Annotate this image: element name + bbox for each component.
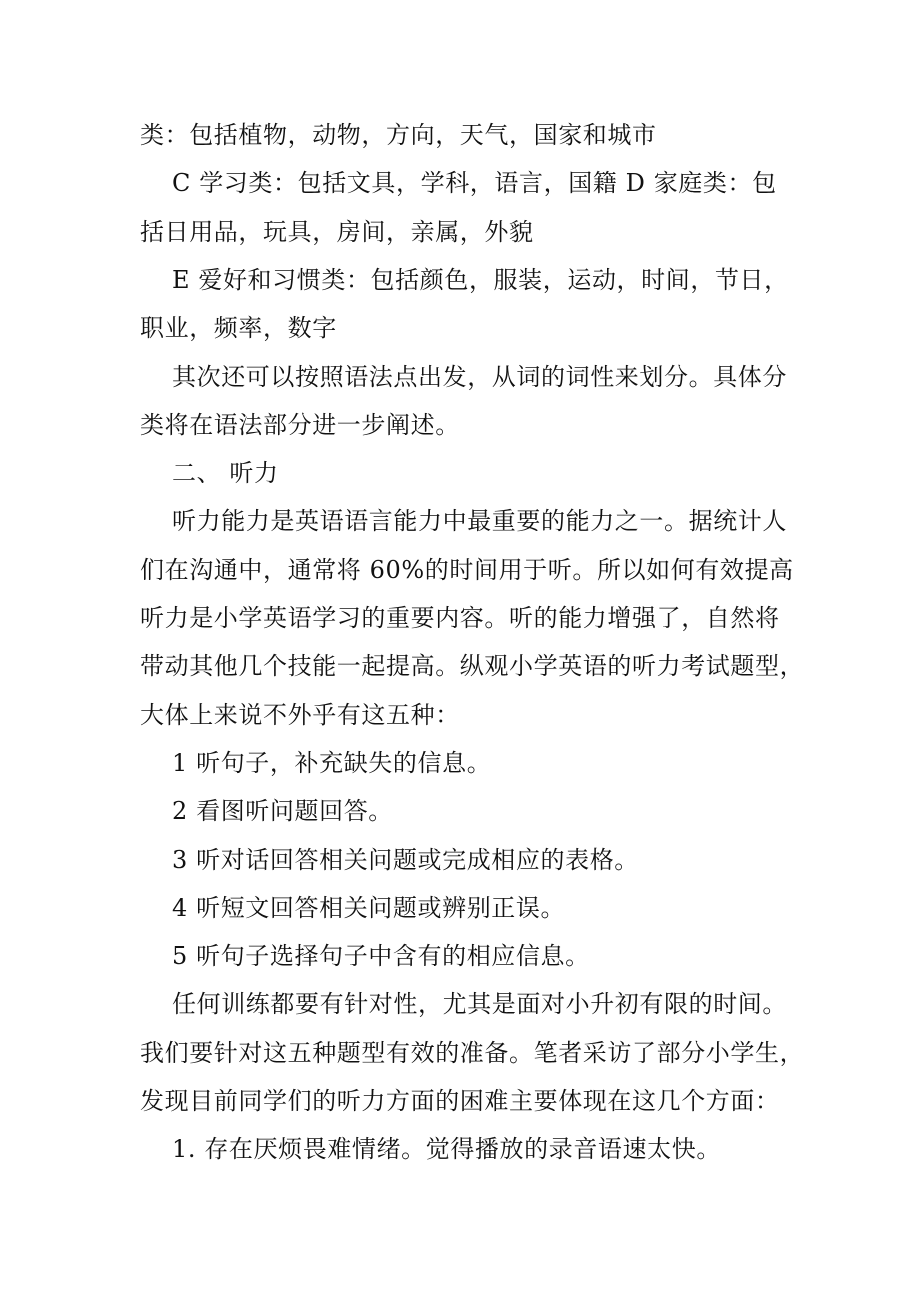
text-line: 类：包括植物，动物，方向，天气，国家和城市 xyxy=(140,121,657,149)
text-line: 听力能力是英语语言能力中最重要的能力之一。据统计人 xyxy=(172,507,787,536)
text-line: 类将在语法部分进一步阐述。 xyxy=(140,410,460,439)
text-line: 其次还可以按照语法点出发，从词的词性来划分。具体分 xyxy=(172,362,787,391)
text-line: 5 听句子选择句子中含有的相应信息。 xyxy=(172,942,590,971)
text-line: 4 听短文回答相关问题或辨别正误。 xyxy=(172,893,566,922)
text-line: 3 听对话回答相关问题或完成相应的表格。 xyxy=(172,845,639,874)
text-line: 我们要针对这五种题型有效的准备。笔者采访了部分小学生， xyxy=(140,1038,805,1067)
text-line: E 爱好和习惯类：包括颜色，服装，运动，时间，节日， xyxy=(172,265,789,294)
text-line: 职业，频率，数字 xyxy=(140,314,337,343)
text-line: 发现目前同学们的听力方面的困难主要体现在这几个方面： xyxy=(140,1087,780,1115)
text-line: 大体上来说不外乎有这五种： xyxy=(140,700,460,729)
text-line: 1. 存在厌烦畏难情绪。觉得播放的录音语速太快。 xyxy=(172,1135,721,1164)
text-line: 带动其他几个技能一起提高。纵观小学英语的听力考试题型， xyxy=(140,652,805,681)
text-line: 二、 听力 xyxy=(172,459,279,488)
text-line: 括日用品，玩具，房间，亲属，外貌 xyxy=(140,217,534,246)
text-line: 听力是小学英语学习的重要内容。听的能力增强了，自然将 xyxy=(140,604,780,632)
text-line: 任何训练都要有针对性，尤其是面对小升初有限的时间。 xyxy=(172,990,787,1019)
text-line: 1 听句子，补充缺失的信息。 xyxy=(172,748,492,777)
text-line: C 学习类：包括文具，学科，语言，国籍 D 家庭类：包 xyxy=(172,169,777,198)
text-line: 2 看图听问题回答。 xyxy=(172,797,393,826)
text-line: 们在沟通中，通常将 60%的时间用于听。所以如何有效提高 xyxy=(140,555,794,584)
